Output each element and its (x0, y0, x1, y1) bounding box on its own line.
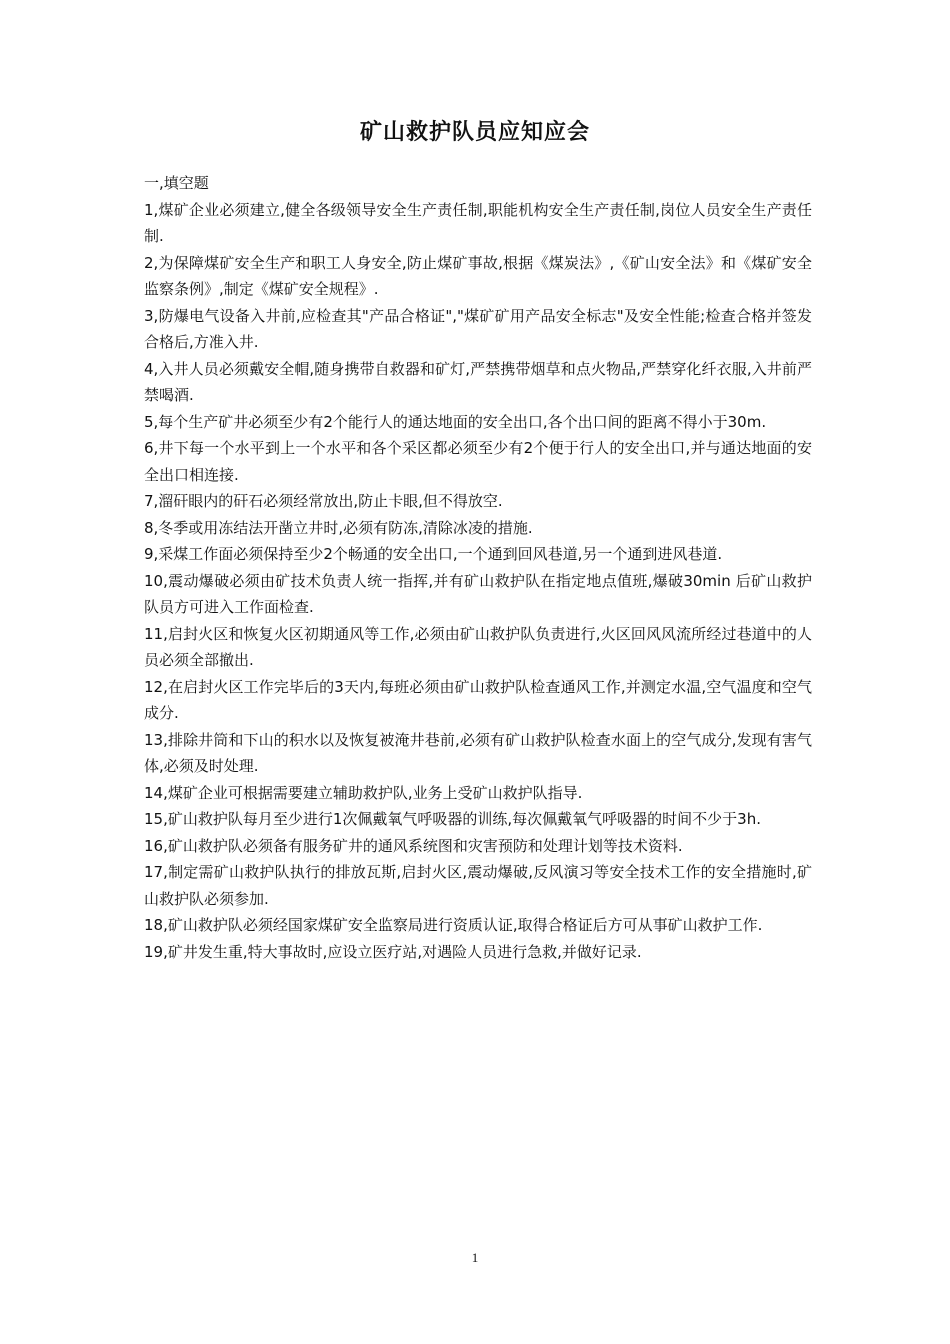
question-item-17: 17,制定需矿山救护队执行的排放瓦斯,启封火区,震动爆破,反风演习等安全技术工作的安全措施时,矿山救护队必须参加. (144, 863, 812, 908)
question-item-5: 5,每个生产矿井必须至少有2个能行人的通达地面的安全出口,各个出口间的距离不得小于30m. (144, 412, 767, 431)
question-item-1: 1,煤矿企业必须建立,健全各级领导安全生产责任制,职能机构安全生产责任制,岗位人员安全生产责任制. (144, 200, 812, 245)
question-item-19: 19,矿井发生重,特大事故时,应设立医疗站,对遇险人员进行急救,并做好记录. (144, 942, 642, 961)
section-heading: 一,填空题 (144, 174, 209, 192)
question-item-18: 18,矿山救护队必须经国家煤矿安全监察局进行资质认证,取得合格证后方可从事矿山救护工作. (144, 916, 763, 934)
page-number: 1 (471, 1250, 479, 1265)
question-item-14: 14,煤矿企业可根据需要建立辅助救护队,业务上受矿山救护队指导. (144, 783, 583, 802)
question-item-6: 6,井下每一个水平到上一个水平和各个采区都必须至少有2个便于行人的安全出口,并与通达地面的安全出口相连接. (144, 439, 812, 484)
document-body (144, 170, 812, 965)
question-item-11: 11,启封火区和恢复火区初期通风等工作,必须由矿山救护队负责进行,火区回风风流所经过巷道中的人员必须全部撤出. (144, 624, 812, 669)
question-item-10: 10,震动爆破必须由矿技术负责人统一指挥,并有矿山救护队在指定地点值班,爆破30min 后矿山救护队员方可进入工作面检查. (144, 571, 812, 616)
question-item-7: 7,溜矸眼内的矸石必须经常放出,防止卡眼,但不得放空. (144, 492, 503, 510)
question-item-4: 4,入井人员必须戴安全帽,随身携带自救器和矿灯,严禁携带烟草和点火物品,严禁穿化纤衣服,入井前严禁喝酒. (144, 359, 812, 404)
question-item-15: 15,矿山救护队每月至少进行1次佩戴氧气呼吸器的训练,每次佩戴氧气呼吸器的时间不少于3h. (144, 810, 761, 828)
question-item-13: 13,排除井筒和下山的积水以及恢复被淹井巷前,必须有矿山救护队检查水面上的空气成分,发现有害气体,必须及时处理. (144, 730, 812, 775)
question-item-9: 9,采煤工作面必须保持至少2个畅通的安全出口,一个通到回风巷道,另一个通到进风巷道. (144, 545, 723, 563)
question-item-2: 2,为保障煤矿安全生产和职工人身安全,防止煤矿事故,根据《煤炭法》,《矿山安全法》和《煤矿安全监察条例》,制定《煤矿安全规程》. (144, 253, 812, 298)
document-title: 矿山救护队员应知应会 (359, 120, 590, 145)
question-item-12: 12,在启封火区工作完毕后的3天内,每班必须由矿山救护队检查通风工作,并测定水温,空气温度和空气成分. (144, 677, 812, 722)
question-item-8: 8,冬季或用冻结法开凿立井时,必须有防冻,清除冰凌的措施. (144, 518, 533, 537)
question-item-16: 16,矿山救护队必须备有服务矿井的通风系统图和灾害预防和处理计划等技术资料. (144, 836, 683, 855)
question-item-3: 3,防爆电气设备入井前,应检查其"产品合格证","煤矿矿用产品安全标志"及安全性能;检查合格并签发合格后,方准入井. (144, 306, 812, 351)
